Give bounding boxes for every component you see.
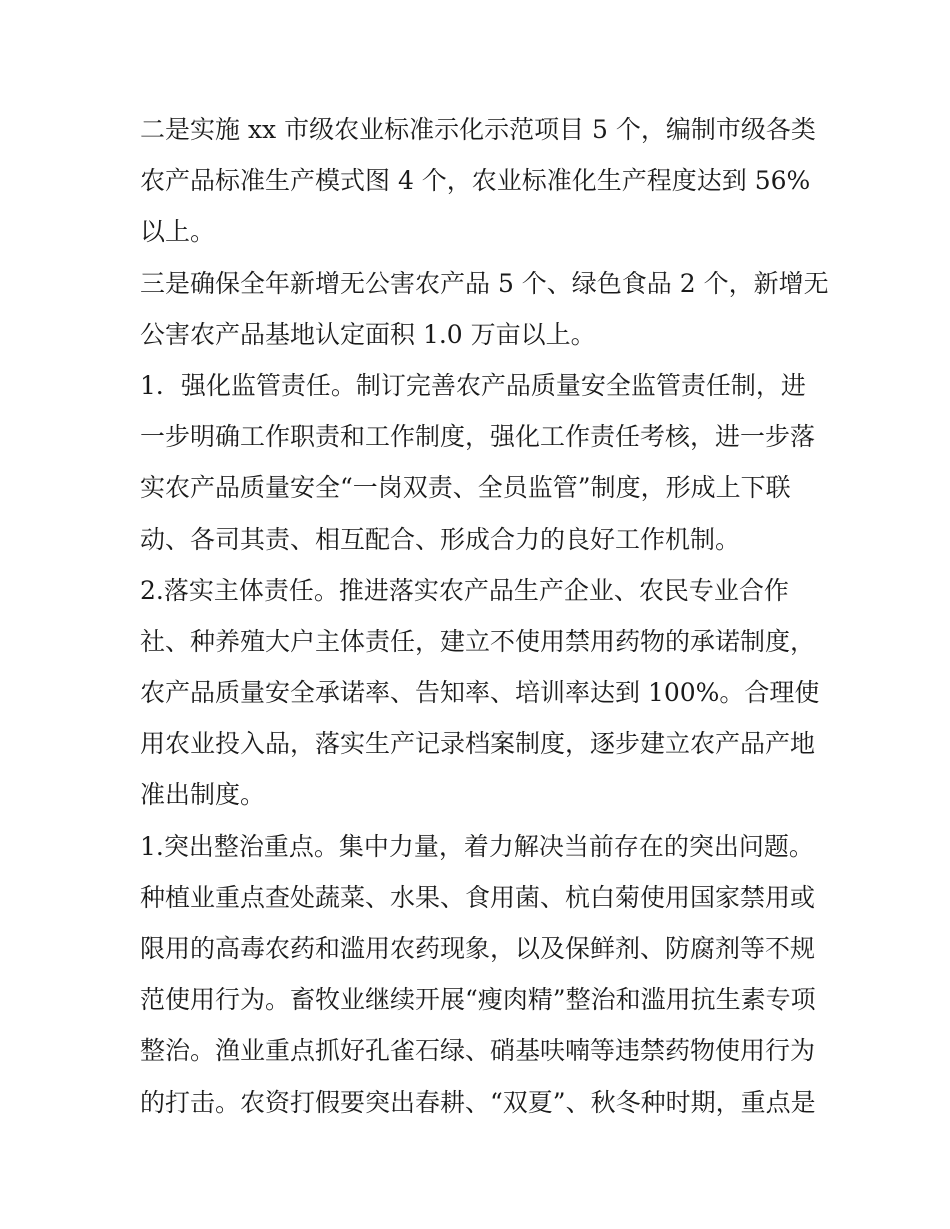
- text-line: 的打击。农资打假要突出春耕、“双夏”、秋冬种时期，重点是: [140, 1087, 816, 1117]
- document-body: [140, 104, 829, 1128]
- text-line: 社、种养殖大户主体责任，建立不使用禁用药物的承诺制度，: [140, 626, 816, 656]
- text-line: 农产品质量安全承诺率、告知率、培训率达到 100%。合理使: [140, 678, 820, 708]
- text-line: 限用的高毒农药和滥用农药现象，以及保鲜剂、防腐剂等不规: [140, 934, 816, 963]
- text-line: 实农产品质量安全“一岗双责、全员监管”制度，形成上下联: [140, 473, 791, 503]
- text-line: 用农业投入品，落实生产记录档案制度，逐步建立农产品产地: [140, 729, 816, 759]
- text-line: 2.落实主体责任。推进落实农产品生产企业、农民专业合作: [140, 575, 789, 605]
- text-line: 种植业重点查处蔬菜、水果、食用菌、杭白菊使用国家禁用或: [140, 882, 816, 912]
- text-line: 动、各司其责、相互配合、形成合力的良好工作机制。: [140, 524, 741, 554]
- text-line: 三是确保全年新增无公害农产品 5 个、绿色食品 2 个，新增无: [140, 268, 829, 298]
- text-line: 1.突出整治重点。集中力量，着力解决当前存在的突出问题。: [140, 831, 814, 861]
- text-line: 以上。: [140, 217, 216, 247]
- text-line: 公害农产品基地认定面积 1.0 万亩以上。: [140, 319, 596, 349]
- text-line: 一步明确工作职责和工作制度，强化工作责任考核，进一步落: [140, 422, 816, 452]
- text-line: 整治。渔业重点抓好孔雀石绿、硝基呋喃等违禁药物使用行为: [140, 1036, 816, 1066]
- text-line: 范使用行为。畜牧业继续开展“瘦肉精”整治和滥用抗生素专项: [140, 985, 816, 1015]
- text-line: 1．强化监管责任。制订完善农产品质量安全监管责任制，进: [140, 370, 806, 400]
- text-line: 农产品标准生产模式图 4 个，农业标准化生产程度达到 56%: [140, 166, 811, 196]
- text-line: 二是实施 xx 市级农业标准示化示范项目 5 个，编制市级各类: [140, 115, 816, 144]
- text-line: 准出制度。: [140, 780, 266, 810]
